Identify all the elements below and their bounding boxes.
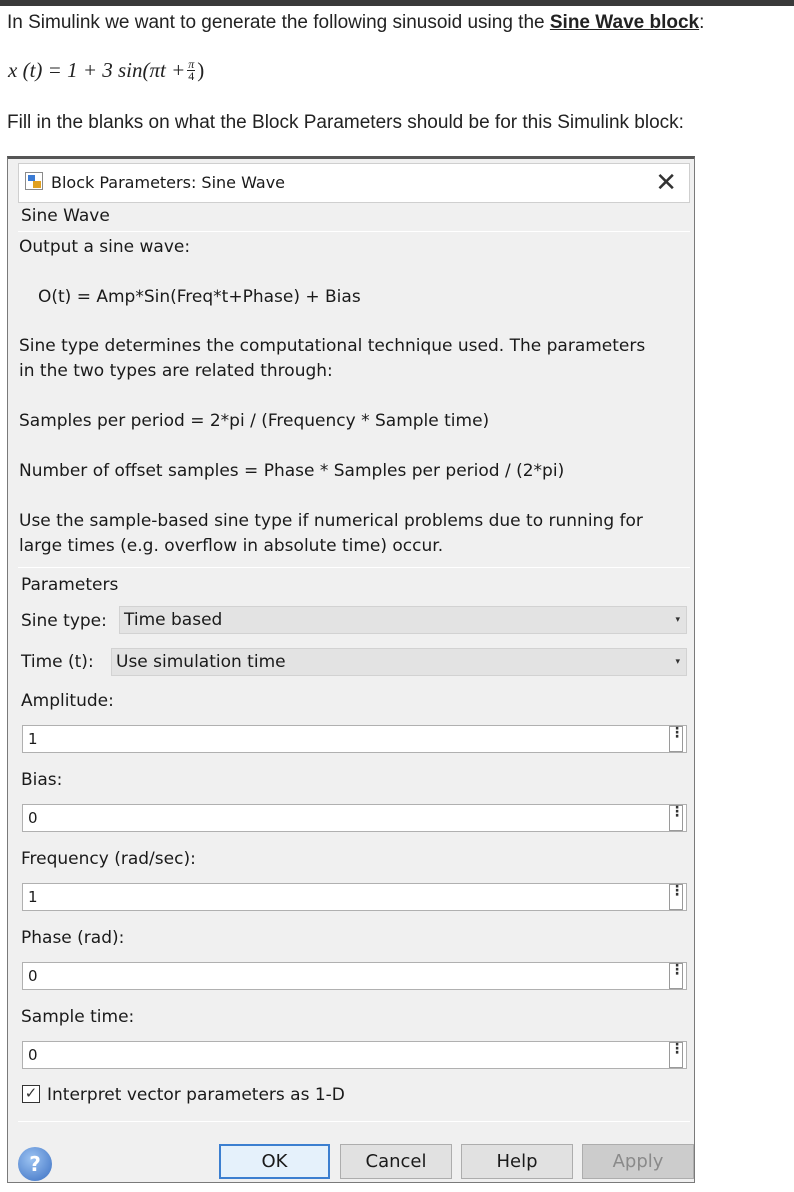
more-options-icon[interactable]: ⋮ <box>669 884 683 910</box>
time-dropdown[interactable] <box>111 648 687 676</box>
sinusoid-formula <box>8 58 204 83</box>
block-description: Output a sine wave: <box>19 237 191 257</box>
time-label: Time (t): <box>21 652 94 672</box>
frequency-label: Frequency (rad/sec): <box>21 849 196 869</box>
interpret-vector-checkbox[interactable]: ✓ <box>22 1085 40 1103</box>
block-name: Sine Wave <box>21 206 110 226</box>
sine-type-value: Time based <box>124 610 223 630</box>
intro-text: In Simulink we want to generate the following sinusoid using the <box>7 12 550 33</box>
parameters-header: Parameters <box>21 575 119 595</box>
page-top-bar <box>0 0 794 6</box>
sine-type-description-1: Sine type determines the computational technique used. The parameters <box>19 336 646 356</box>
fraction-numerator: π <box>188 57 195 71</box>
formula-end: ) <box>197 58 205 82</box>
phase-label: Phase (rad): <box>21 928 125 948</box>
offset-samples-text: Number of offset samples = Phase * Samples per period / (2*pi) <box>19 461 565 481</box>
close-icon[interactable]: ✕ <box>655 168 677 198</box>
ok-button[interactable]: OK <box>219 1144 330 1179</box>
time-value: Use simulation time <box>116 652 286 672</box>
dialog-titlebar <box>18 163 690 203</box>
sine-equation: O(t) = Amp*Sin(Freq*t+Phase) + Bias <box>38 287 361 307</box>
chevron-down-icon: ▾ <box>675 615 680 625</box>
sample-time-input[interactable]: 0 <box>22 1041 687 1069</box>
more-options-icon[interactable]: ⋮ <box>669 963 683 989</box>
simulink-block-icon <box>25 172 43 190</box>
more-options-icon[interactable]: ⋮ <box>669 805 683 831</box>
divider <box>18 231 690 232</box>
question-intro <box>7 12 704 34</box>
chevron-down-icon: ▾ <box>675 657 680 667</box>
phase-input[interactable]: 0 <box>22 962 687 990</box>
apply-button[interactable]: Apply <box>582 1144 694 1179</box>
sample-based-note-1: Use the sample-based sine type if numerical problems due to running for <box>19 511 643 531</box>
more-options-icon[interactable]: ⋮ <box>669 726 683 752</box>
sample-based-note-2: large times (e.g. overflow in absolute time) occur. <box>19 536 444 556</box>
more-options-icon[interactable]: ⋮ <box>669 1042 683 1068</box>
samples-per-period-text: Samples per period = 2*pi / (Frequency * Sample time) <box>19 411 490 431</box>
bias-label: Bias: <box>21 770 63 790</box>
checkbox-label: Interpret vector parameters as 1-D <box>47 1085 345 1105</box>
divider <box>18 567 690 568</box>
help-icon[interactable]: ? <box>18 1147 52 1181</box>
formula-fraction <box>187 59 195 82</box>
sine-type-label: Sine type: <box>21 611 107 631</box>
sine-type-dropdown[interactable] <box>119 606 687 634</box>
bias-input[interactable]: 0 <box>22 804 687 832</box>
frequency-input[interactable]: 1 <box>22 883 687 911</box>
intro-colon: : <box>699 12 705 33</box>
fill-instructions: Fill in the blanks on what the Block Parameters should be for this Simulink block: <box>7 112 684 133</box>
divider <box>18 1121 690 1122</box>
sine-type-description-2: in the two types are related through: <box>19 361 333 381</box>
amplitude-label: Amplitude: <box>21 691 114 711</box>
amplitude-input[interactable]: 1 <box>22 725 687 753</box>
cancel-button[interactable]: Cancel <box>340 1144 452 1179</box>
block-parameters-dialog <box>7 156 695 1183</box>
help-button[interactable]: Help <box>461 1144 573 1179</box>
sine-wave-block-link[interactable]: Sine Wave block <box>549 12 700 33</box>
formula-lhs: x (t) = 1 + 3 sin(πt + <box>8 58 186 82</box>
fraction-denominator: 4 <box>188 69 195 83</box>
dialog-title: Block Parameters: Sine Wave <box>51 173 285 192</box>
sample-time-label: Sample time: <box>21 1007 135 1027</box>
